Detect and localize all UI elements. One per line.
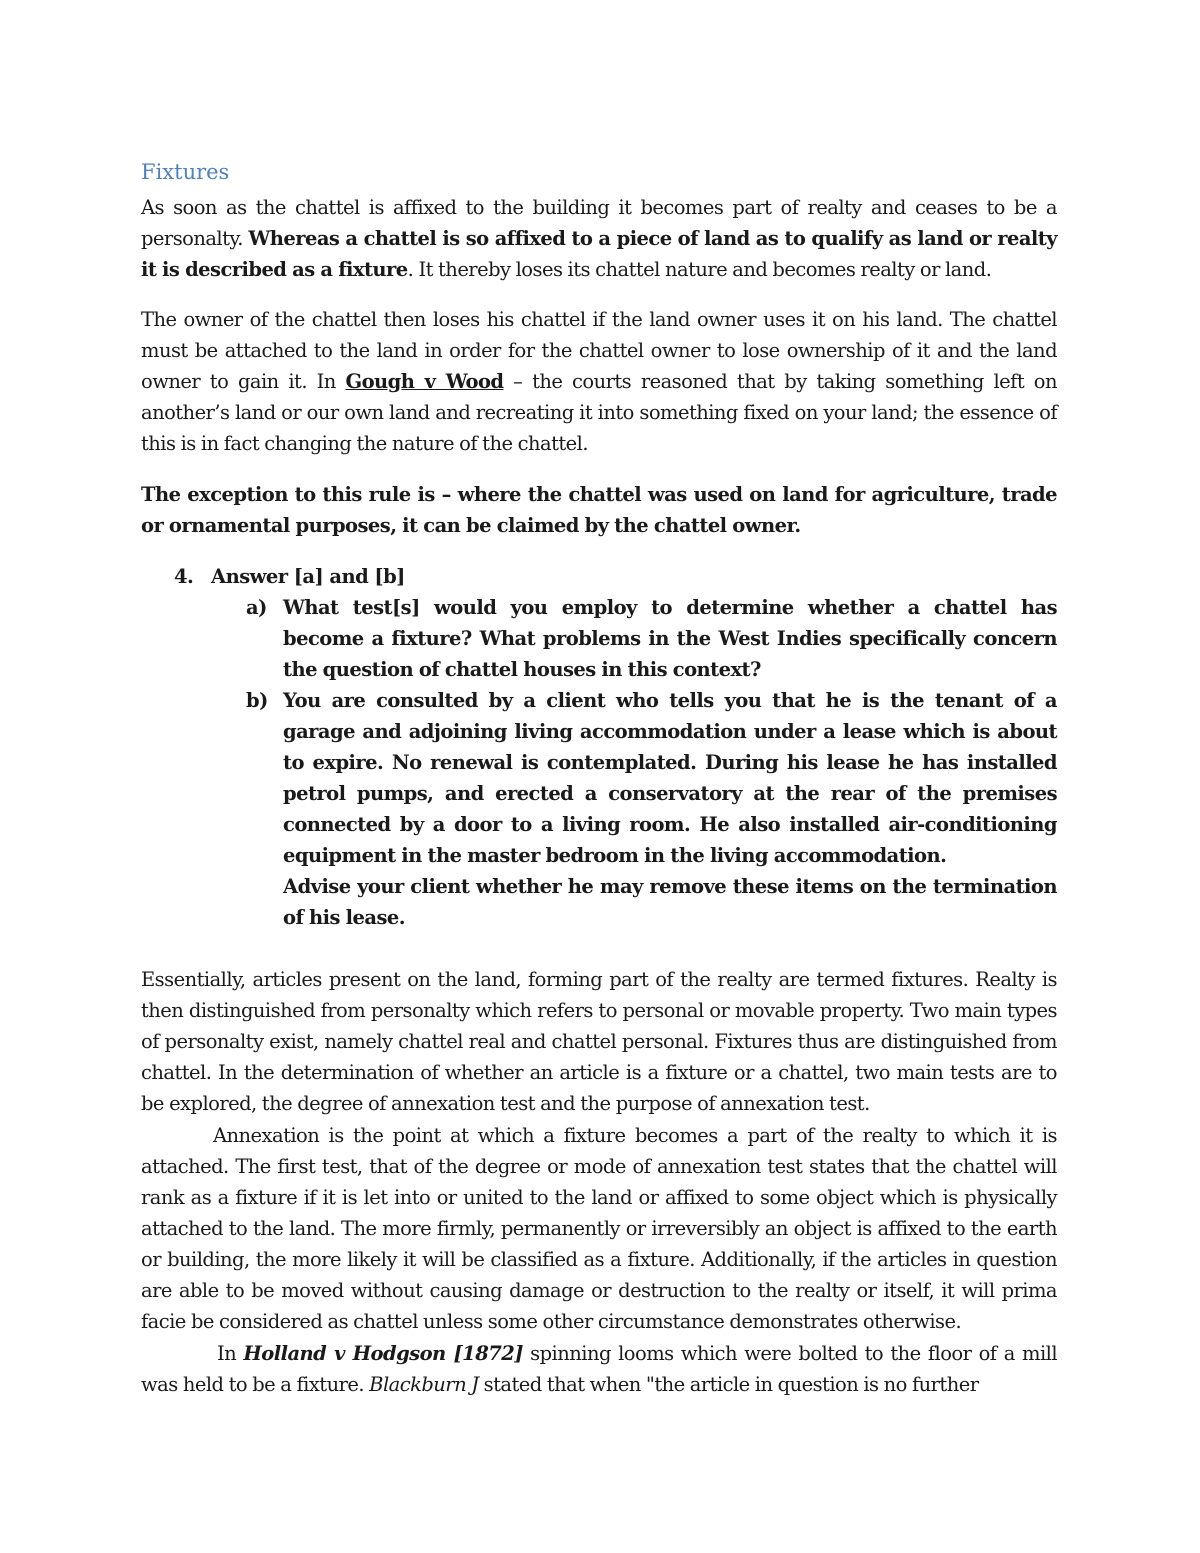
judge-name: Blackburn J xyxy=(369,1373,479,1396)
text-run: stated that when "the article in question is no further xyxy=(478,1373,979,1396)
question-a-text: What test[s] would you employ to determine whether a chattel has become a fixture? What problems in the West Indies specifically concern the question of chattel houses in this context? xyxy=(283,596,1057,681)
question-b-text: You are consulted by a client who tells you that he is the tenant of a garage and adjoining living accommodation under a lease which is about to expire. No renewal is contemplated. During his lease he has installed petrol pumps, and erected a conservatory at the rear of the premises connected by a door to a living room. He also installed air-conditioning equipment in the master bedroom in the living accommodation. xyxy=(283,689,1057,867)
question-number: 4. xyxy=(174,565,194,588)
paragraph-exception: The exception to this rule is – where the chattel was used on land for agriculture, trade or ornamental purposes, it can be claimed by the chattel owner. xyxy=(141,483,1057,537)
question-part-b xyxy=(246,685,1057,933)
text-run: . It thereby loses its chattel nature and becomes realty or land. xyxy=(407,258,992,281)
text-run: In xyxy=(217,1342,244,1365)
question-title-text: Answer [a] and [b] xyxy=(211,565,405,588)
section-heading: Fixtures xyxy=(141,160,230,184)
case-citation-holland-v-hodgson: Holland v Hodgson [1872] xyxy=(243,1342,523,1365)
case-citation-gough-v-wood: Gough v Wood xyxy=(345,370,504,393)
paragraph-chattel-owner xyxy=(141,304,1057,459)
list-marker-b: b) xyxy=(246,689,268,712)
text-run: The owner of the chattel then loses his chattel if the land owner uses it on his land. The chattel must be attached to the land in order for the chattel owner to lose ownership of it and the land owner to gain it. In xyxy=(141,308,1057,393)
question-4-title xyxy=(174,561,405,592)
text-run: As soon as the chattel is affixed to the building it becomes part of realty and ceases to be a personalty. xyxy=(141,196,1057,250)
paragraph-holland-v-hodgson xyxy=(141,1338,1057,1400)
paragraph-essentially: Essentially, articles present on the land, forming part of the realty are termed fixtures. Realty is then distinguished from personalty which refers to personal or movable property. Two main types of personalty exist, namely chattel real and chattel personal. Fixtures thus are distinguished from chattel. In the determination of whether an article is a fixture or a chattel, two main tests are to be explored, the degree of annexation test and the purpose of annexation test. xyxy=(141,968,1057,1115)
question-b-advise: Advise your client whether he may remove these items on the termination of his lease. xyxy=(283,875,1057,929)
paragraph-fixtures-intro xyxy=(141,192,1057,285)
list-marker-a: a) xyxy=(246,596,267,619)
text-run: – the courts reasoned that by taking something left on another’s land or our own land and recreating it into something fixed on your land; the essence of this is in fact changing the nature of the chattel. xyxy=(141,370,1057,455)
question-part-a xyxy=(246,592,1057,685)
paragraph-annexation: Annexation is the point at which a fixture becomes a part of the realty to which it is attached. The first test, that of the degree or mode of annexation test states that the chattel will rank as a fixture if it is let into or united to the land or affixed to some object which is physically attached to the land. The more firmly, permanently or irreversibly an object is affixed to the earth or building, the more likely it will be classified as a fixture. Additionally, if the articles in question are able to be moved without causing damage or destruction to the realty or itself, it will prima facie be considered as chattel unless some other circumstance demonstrates otherwise. xyxy=(141,1124,1057,1333)
text-run: spinning looms which were bolted to the floor of a mill was held to be a fixture. xyxy=(141,1342,1058,1396)
bold-text-run: Whereas a chattel is so affixed to a piece of land as to qualify as land or realty it is described as a fixture xyxy=(141,227,1057,281)
